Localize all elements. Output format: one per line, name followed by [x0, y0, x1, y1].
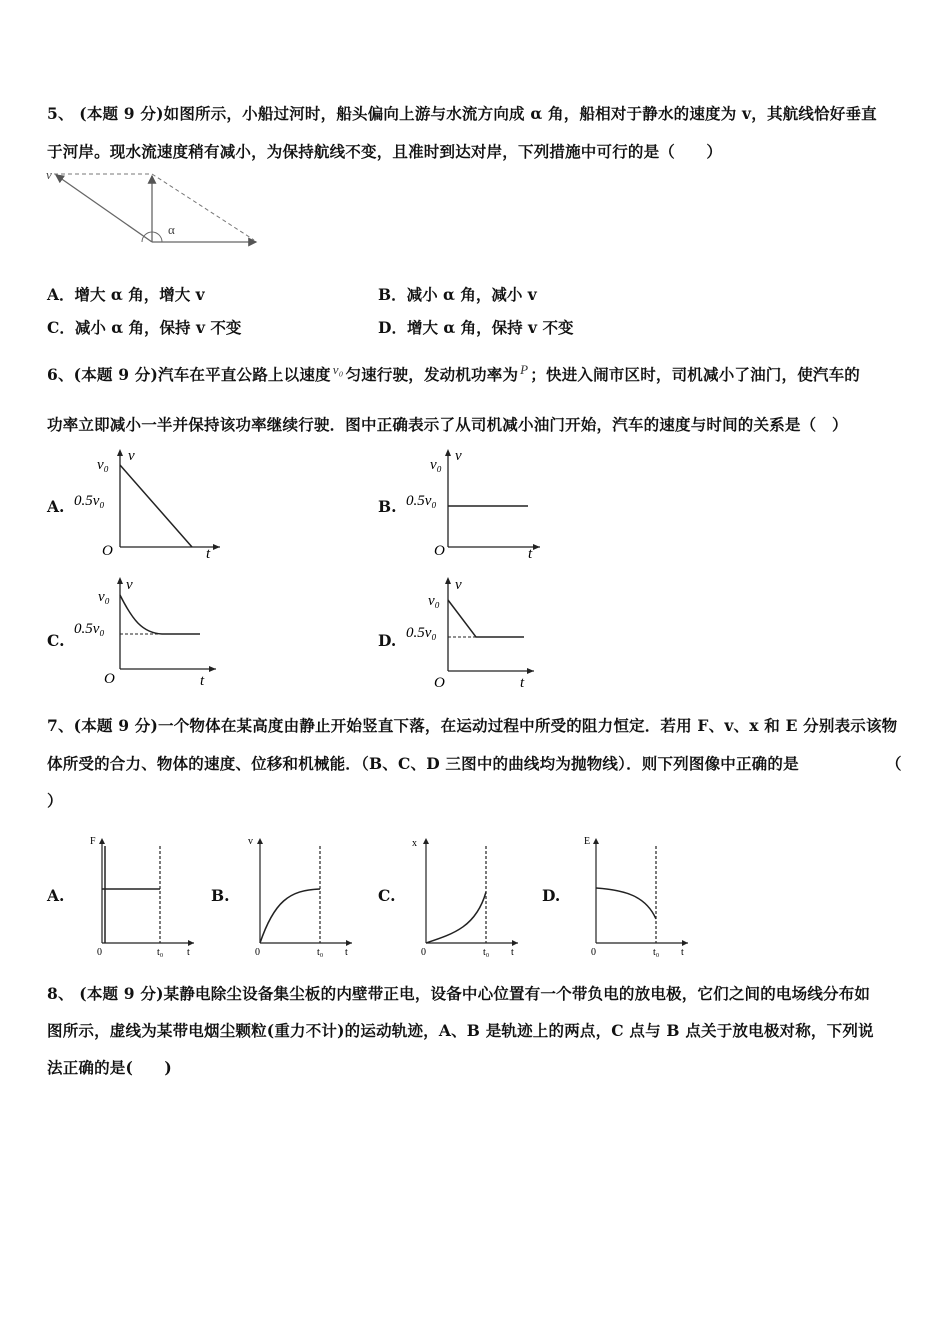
q7-graph-c[interactable] [408, 832, 528, 957]
graph-label: 0.5v₀ [74, 493, 105, 509]
q8-text-line1: 8、 (本题 9 分)某静电除尘设备集尘板的内壁带正电，设备中心位置有一个带负电的放电极，它们之间的电场线分布如 [47, 984, 871, 1003]
q5-option-d[interactable]: D．增大 α 角，保持 v 不变 [378, 318, 574, 337]
q7-graph-b[interactable] [244, 832, 359, 957]
graph-label: v₀ [98, 589, 110, 605]
q6-text-mid: 匀速行驶，发动机功率为 [345, 365, 519, 384]
graph-label: t [345, 947, 348, 958]
q7d-energy-curve [596, 888, 656, 919]
graph-label: v₀ [428, 593, 440, 609]
q5-option-a[interactable]: A．增大 α 角，增大 v [47, 285, 205, 304]
q6-option-c[interactable]: C. [47, 631, 65, 650]
q6c-velocity-curve [120, 595, 200, 634]
q7-option-c[interactable]: C. [378, 886, 396, 905]
graph-label: v₀ [97, 457, 109, 473]
graph-label: t [206, 546, 211, 562]
q6-text-pre: 6、(本题 9 分)汽车在平直公路上以速度 [47, 365, 331, 384]
q6a-velocity-line [120, 465, 192, 547]
graph-label: E [584, 836, 591, 847]
q8-text-line3: 法正确的是( ) [47, 1058, 172, 1077]
graph-label: O [102, 543, 113, 559]
graph-label: v [455, 448, 462, 464]
graph-label: 0 [421, 947, 426, 958]
q7b-velocity-curve [260, 889, 320, 943]
q5-velocity-diagram [44, 166, 264, 251]
q7-option-b[interactable]: B. [211, 886, 230, 905]
q6-graph-c[interactable] [70, 575, 230, 695]
q6-text-line1 [47, 363, 860, 385]
graph-label: 0.5v₀ [406, 493, 437, 509]
graph-label: x [412, 838, 417, 849]
graph-label: t [681, 947, 684, 958]
graph-label: O [104, 671, 115, 687]
q8-text-line2: 图所示，虚线为某带电烟尘颗粒(重力不计)的运动轨迹，A、B 是轨迹上的两点，C 点与 B 点关于放电极对称，下列说 [47, 1021, 874, 1040]
graph-label: t [187, 947, 190, 958]
q6d-velocity-line [448, 600, 524, 637]
q6-text-line2: 功率立即减小一半并保持该功率继续行驶．图中正确表示了从司机减小油门开始，汽车的速度与时间的关系是（ ） [47, 415, 848, 434]
graph-label: v [455, 577, 462, 593]
graph-label: t [200, 673, 205, 689]
graph-label: t [511, 947, 514, 958]
graph-label: t [520, 675, 525, 691]
q7-option-a[interactable]: A. [47, 886, 65, 905]
graph-label: F [90, 836, 96, 847]
q6-symbol-p: P [520, 362, 529, 377]
graph-label: t [528, 546, 533, 562]
graph-label: 0 [255, 947, 260, 958]
graph-label: v [128, 448, 135, 464]
q5-alpha-label: α [168, 222, 175, 237]
q7-option-d[interactable]: D. [542, 886, 561, 905]
q5-text-line1: 5、 (本题 9 分)如图所示，小船过河时，船头偏向上游与水流方向成 α 角，船相对于静水的速度为 v，其航线恰好垂直 [47, 104, 877, 123]
q6-graph-a[interactable] [70, 443, 230, 563]
graph-label: t₀ [483, 947, 490, 958]
q5-option-b[interactable]: B．减小 α 角，减小 v [378, 285, 537, 304]
q7-graph-d[interactable] [580, 832, 695, 957]
graph-label: O [434, 543, 445, 559]
q5-v-label: v [46, 167, 52, 182]
graph-label: 0 [97, 947, 102, 958]
q6-graph-b[interactable] [400, 443, 560, 563]
q7-text-line3: ） [47, 791, 63, 810]
q5-boat-velocity-line [56, 175, 152, 242]
q7-text-line1: 7、(本题 9 分)一个物体在某高度由静止开始竖直下落，在运动过程中所受的阻力恒定．若用 F、v、x 和 E 分别表示该物 [47, 716, 898, 735]
q5-option-c[interactable]: C．减小 α 角，保持 v 不变 [47, 318, 242, 337]
graph-label: v [248, 836, 253, 847]
q6-text-post: ；快进入闹市区时，司机减小了油门，使汽车的 [530, 365, 860, 384]
graph-label: 0.5v₀ [406, 625, 437, 641]
q6-option-b[interactable]: B. [378, 497, 397, 516]
q7-text-line2: 体所受的合力、物体的速度、位移和机械能．（B、C、D 三图中的曲线均为抛物线）．则下列图像中正确的是 [47, 754, 799, 773]
graph-label: t₀ [653, 947, 660, 958]
q7-graph-a[interactable] [88, 832, 203, 957]
q6-option-d[interactable]: D. [378, 631, 397, 650]
graph-label: v [126, 577, 133, 593]
q6-option-a[interactable]: A. [47, 497, 65, 516]
graph-label: t₀ [317, 947, 324, 958]
graph-label: t₀ [157, 947, 164, 958]
q6-graph-d[interactable] [400, 575, 560, 695]
graph-label: O [434, 675, 445, 691]
graph-label: v₀ [430, 457, 442, 473]
graph-label: 0 [591, 947, 596, 958]
graph-label: 0.5v₀ [74, 621, 105, 637]
q7-paren-open: （ [886, 754, 902, 773]
q7c-displacement-curve [426, 892, 486, 943]
q6-symbol-v0: v₀ [332, 362, 344, 377]
q5-text-line2: 于河岸。现水流速度稍有减小，为保持航线不变，且准时到达对岸，下列措施中可行的是（ ） [47, 142, 723, 161]
